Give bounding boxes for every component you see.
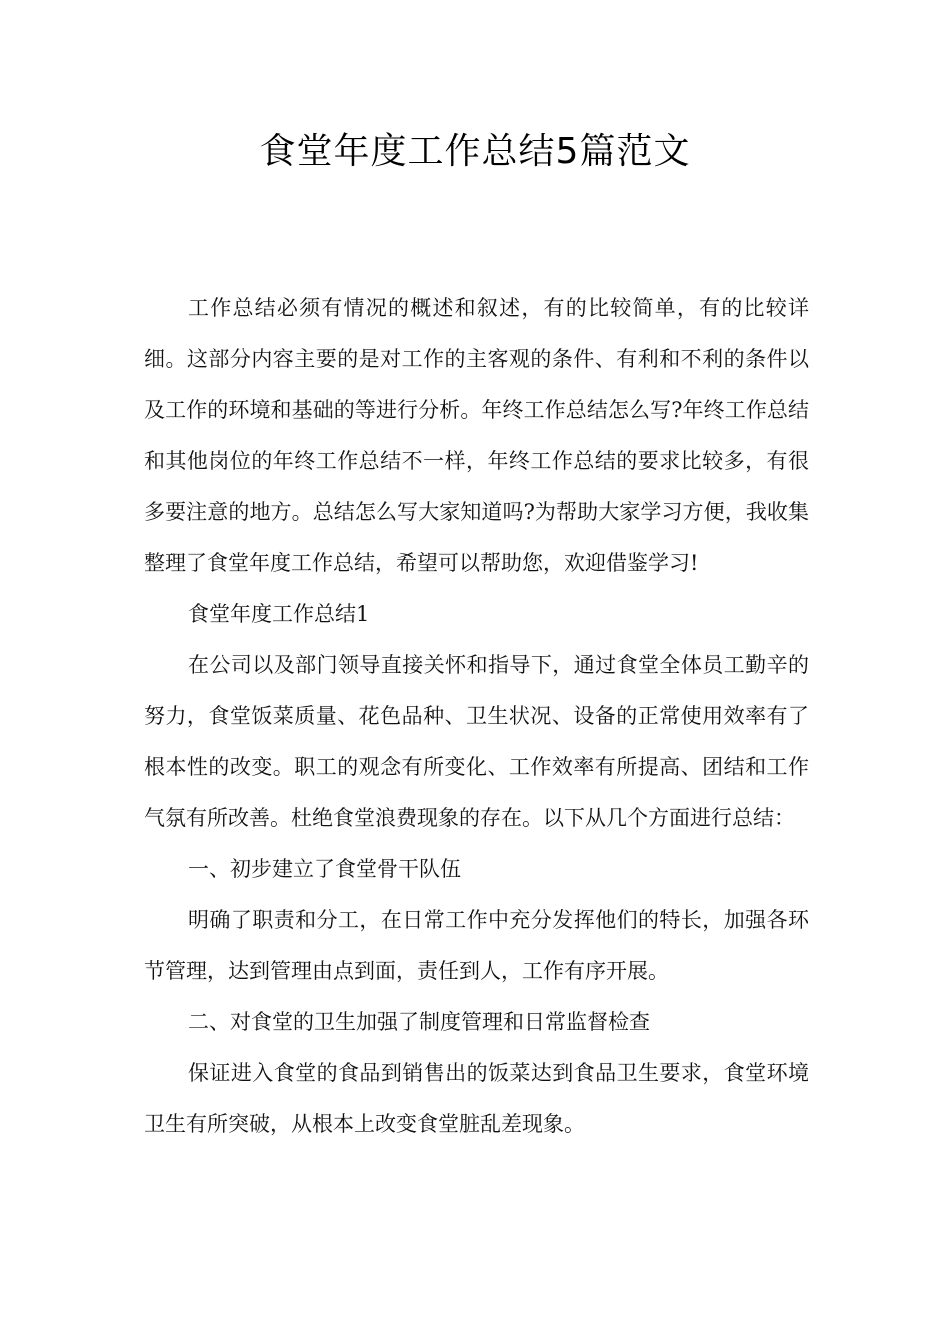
subheading: 一、初步建立了食堂骨干队伍 bbox=[188, 857, 461, 881]
body-paragraph: 在公司以及部门领导直接关怀和指导下，通过食堂全体员工勤辛的努力，食堂饭菜质量、花色品种、卫生状况、设备的正常使用效率有了根本性的改变。职工的观念有所变化、工作效率有所提高、团结和工作气氛有所改善。杜绝食堂浪费现象的存在。以下从几个方面进行总结： bbox=[144, 653, 809, 830]
subheading: 二、对食堂的卫生加强了制度管理和日常监督检查 bbox=[188, 1010, 650, 1034]
document-body bbox=[144, 283, 809, 1150]
document-title: 食堂年度工作总结5篇范文 bbox=[259, 131, 691, 172]
section-heading: 食堂年度工作总结1 bbox=[188, 602, 370, 626]
body-paragraph: 明确了职责和分工，在日常工作中充分发挥他们的特长，加强各环节管理，达到管理由点到面，责任到人，工作有序开展。 bbox=[144, 908, 809, 983]
intro-paragraph: 工作总结必须有情况的概述和叙述，有的比较简单，有的比较详细。这部分内容主要的是对工作的主客观的条件、有利和不利的条件以及工作的环境和基础的等进行分析。年终工作总结怎么写?年终工作总结和其他岗位的年终工作总结不一样，年终工作总结的要求比较多，有很多要注意的地方。总结怎么写大家知道吗?为帮助大家学习方便，我收集整理了食堂年度工作总结，希望可以帮助您，欢迎借鉴学习! bbox=[144, 296, 809, 575]
body-paragraph: 保证进入食堂的食品到销售出的饭菜达到食品卫生要求，食堂环境卫生有所突破，从根本上改变食堂脏乱差现象。 bbox=[144, 1061, 809, 1136]
